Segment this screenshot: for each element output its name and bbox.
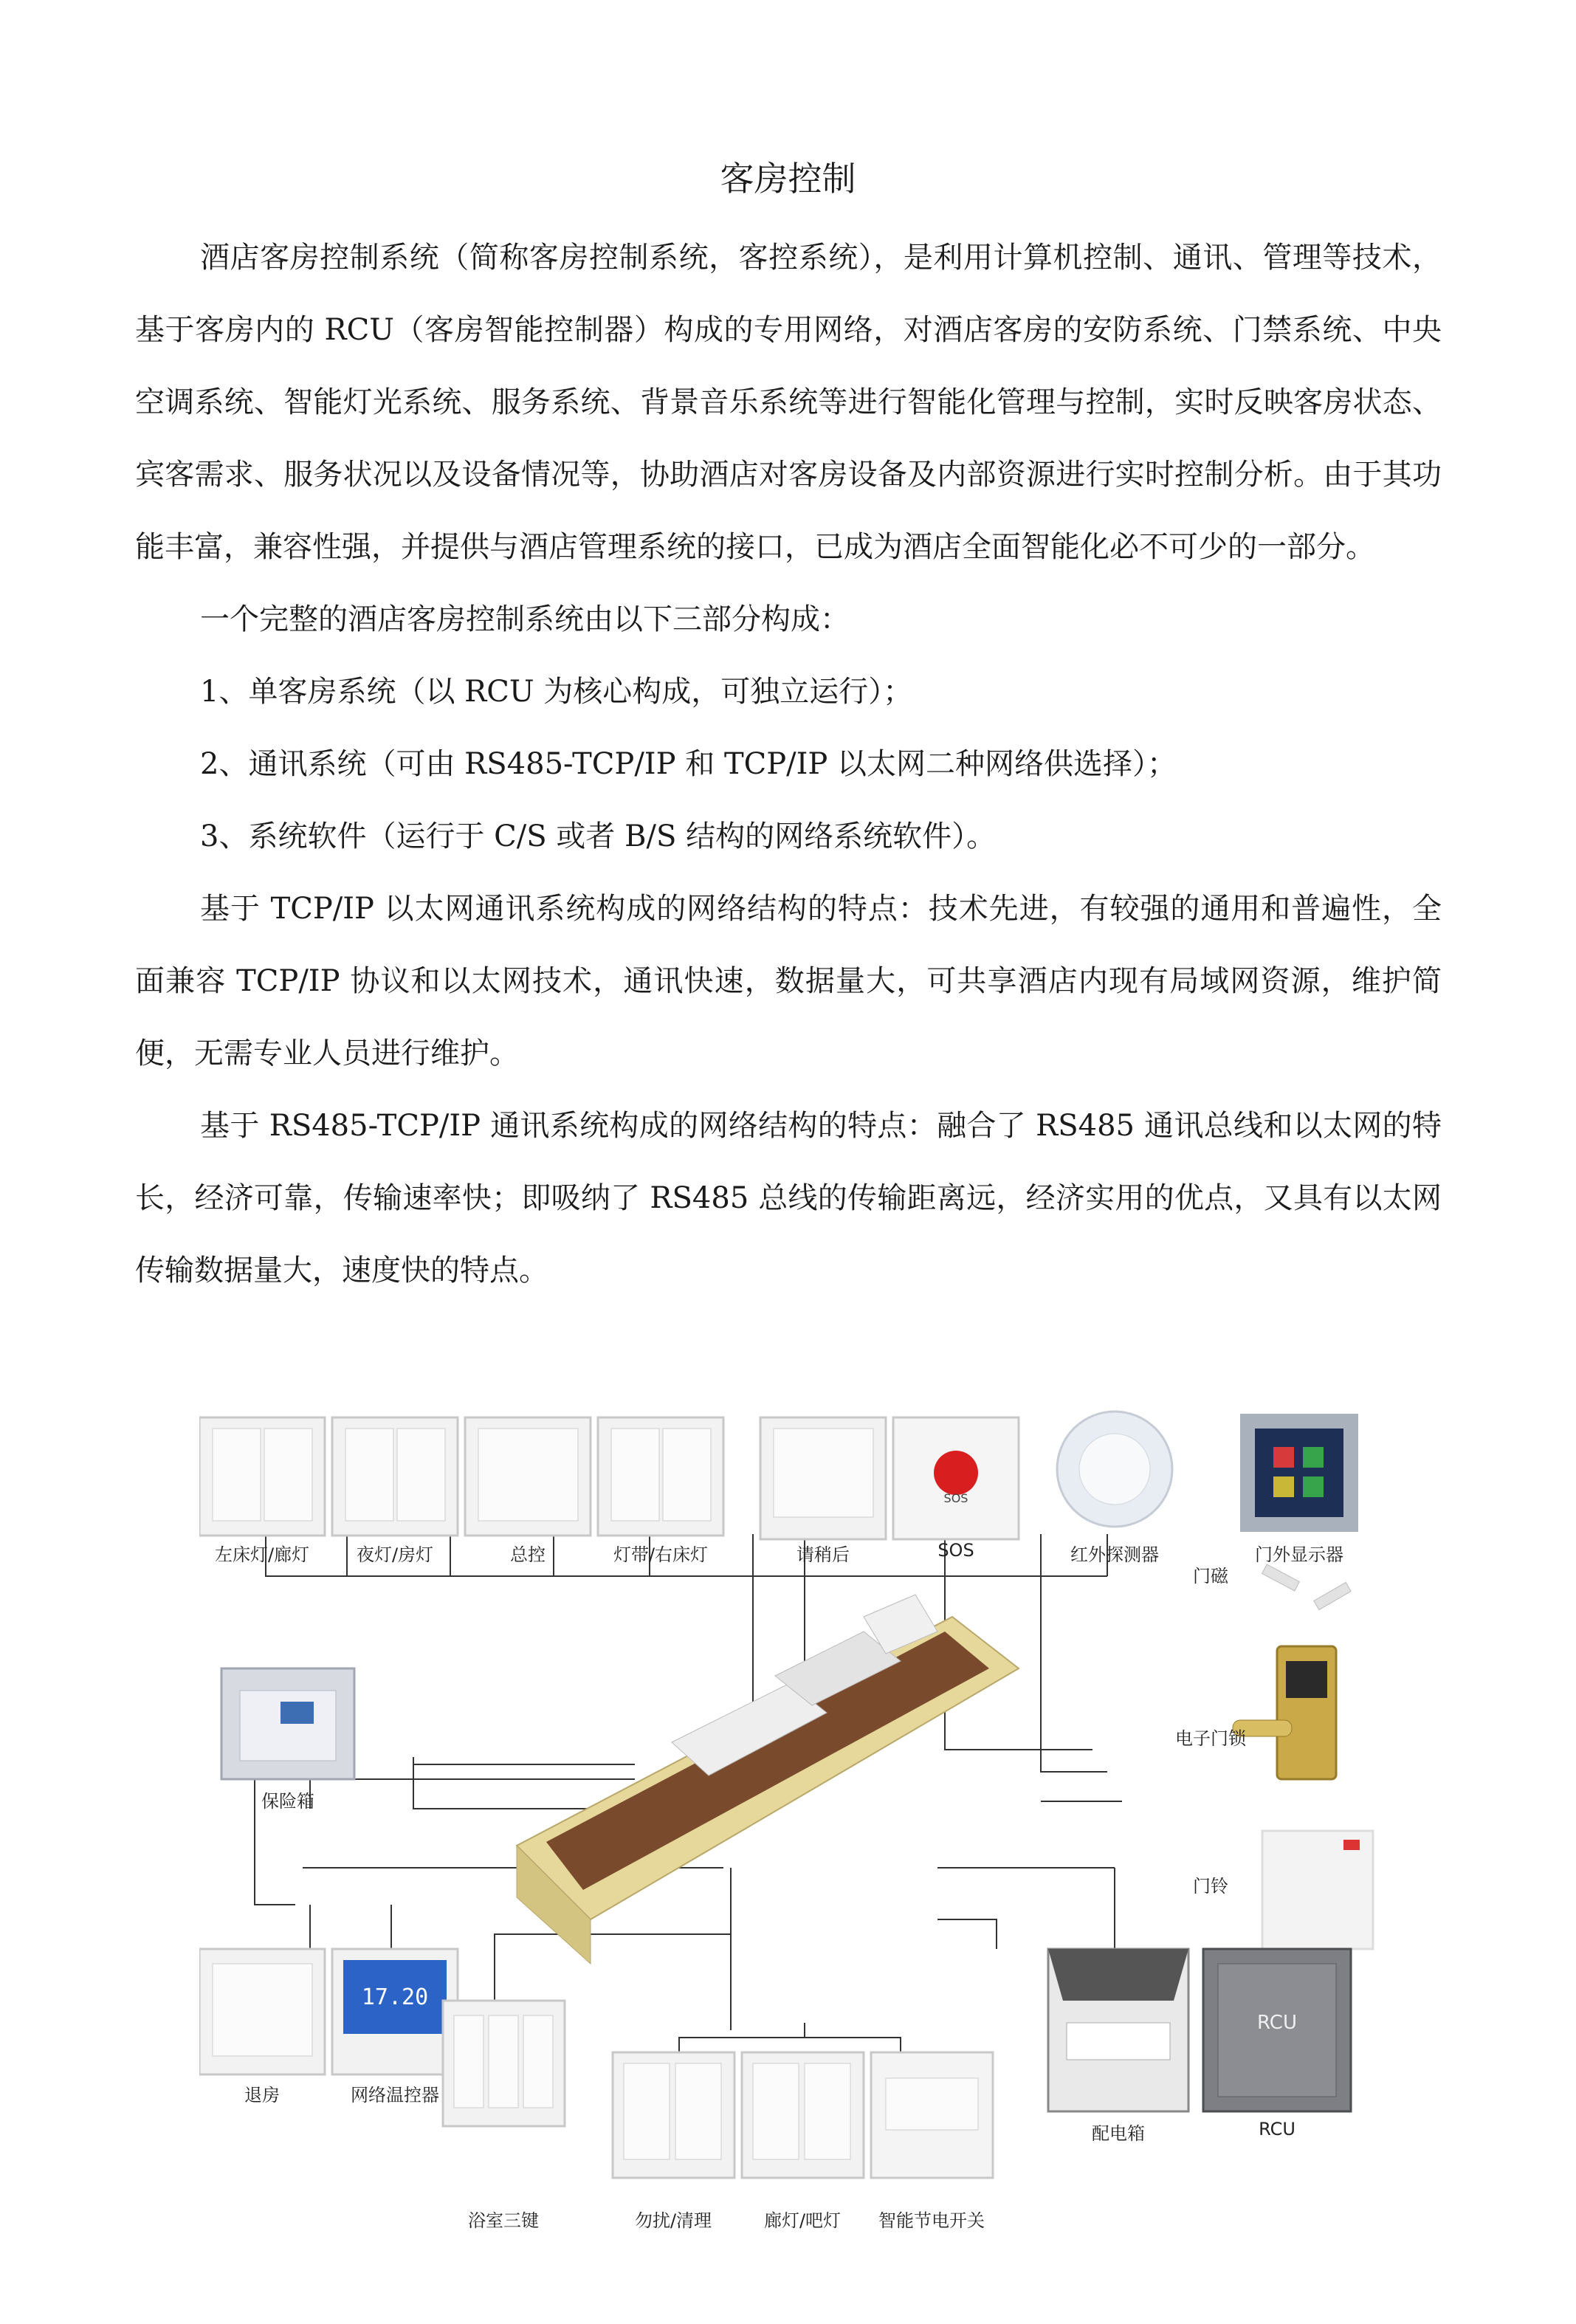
switch-panels-bottom-middle bbox=[443, 2001, 993, 2178]
label-dnd-clean: 勿扰/清理 bbox=[634, 2210, 712, 2231]
doorbell-device bbox=[1262, 1831, 1373, 1949]
list-item-2: 2、通讯系统（可由 RS485-TCP/IP 和 TCP/IP 以太网二种网络供选择）； bbox=[200, 747, 1177, 781]
system-diagram bbox=[199, 1388, 1380, 2237]
label-thermostat: 网络温控器 bbox=[351, 2085, 439, 2105]
list-item-1: 1、单客房系统（以 RCU 为核心构成，可独立运行）； bbox=[200, 675, 913, 709]
list-item-3: 3、系统软件（运行于 C/S 或者 B/S 结构的网络系统软件）。 bbox=[200, 819, 997, 853]
label-master: 总控 bbox=[510, 1544, 546, 1565]
paragraph-tcpip: 基于 TCP/IP 以太网通讯系统构成的网络结构的特点：技术先进，有较强的通用和普遍性，全面兼容 TCP/IP 协议和以太网技术，通讯快速，数据量大，可共享酒店内现有局域网资源，维护简便，无需专业人员进行维护。 bbox=[135, 892, 1442, 1070]
paragraph-structure: 一个完整的酒店客房控制系统由以下三部分构成： bbox=[200, 602, 850, 636]
label-clean: 请稍后 bbox=[796, 1544, 850, 1565]
door-display bbox=[1240, 1414, 1358, 1532]
switch-panels-top bbox=[199, 1417, 1019, 1539]
switch-panels-bottom-left bbox=[199, 1949, 458, 2074]
document-body bbox=[135, 221, 1442, 1307]
thermostat-reading: 17.20 bbox=[361, 1984, 429, 2010]
label-distribution-box: 配电箱 bbox=[1092, 2123, 1145, 2144]
label-door-magnet: 门磁 bbox=[1193, 1566, 1228, 1586]
paragraph-rs485: 基于 RS485-TCP/IP 通讯系统构成的网络结构的特点：融合了 RS485 通讯总线和以太网的特长，经济可靠，传输速率快；即吸纳了 RS485 总线的传输距离远，经济实用的优点，又具有以太网传输数据量大，速度快的特点。 bbox=[135, 1109, 1442, 1288]
door-magnet bbox=[1262, 1564, 1352, 1609]
label-energy-switch: 智能节电开关 bbox=[878, 2210, 985, 2231]
label-doorbell: 门铃 bbox=[1193, 1876, 1228, 1897]
rcu-box-text: RCU bbox=[1257, 2012, 1297, 2034]
page-title: 客房控制 bbox=[720, 159, 856, 199]
label-door-display: 门外显示器 bbox=[1255, 1544, 1343, 1565]
label-infrared: 红外探测器 bbox=[1070, 1544, 1159, 1565]
paragraph-intro: 酒店客房控制系统（简称客房控制系统，客控系统），是利用计算机控制、通讯、管理等技术，基于客房内的 RCU（客房智能控制器）构成的专用网络，对酒店客房的安防系统、门禁系统、中央空调系统、智能灯光系统、服务系统、背景音乐系统等进行智能化管理与控制，实时反映客房状态、宾客需求、服务状况以及设备情况等，协助酒店对客房设备及内部资源进行实时控制分析。由于其功能丰富，兼容性强，并提供与酒店管理系统的接口，已成为酒店全面智能化必不可少的一部分。 bbox=[135, 241, 1442, 564]
label-rcu: RCU bbox=[1259, 2119, 1295, 2139]
label-bedside-corridor: 左床灯/廊灯 bbox=[214, 1544, 310, 1565]
label-corridor-wall: 廊灯/吧灯 bbox=[763, 2210, 842, 2231]
label-checkout: 退房 bbox=[244, 2085, 280, 2105]
label-safe: 保险箱 bbox=[261, 1791, 314, 1812]
safe-box bbox=[221, 1668, 354, 1779]
label-bath-three: 浴室三键 bbox=[468, 2210, 539, 2231]
distribution-and-rcu bbox=[1048, 1949, 1351, 2111]
label-e-lock: 电子门锁 bbox=[1175, 1728, 1246, 1749]
label-sos: SOS bbox=[937, 1540, 974, 1561]
label-night-room: 夜灯/房灯 bbox=[356, 1544, 434, 1565]
diagram-drawing bbox=[199, 1388, 1380, 2237]
infrared-detector bbox=[1057, 1412, 1172, 1527]
sos-badge-text: SOS bbox=[943, 1491, 968, 1505]
label-strip-bed: 灯带/右床灯 bbox=[613, 1544, 709, 1565]
electronic-lock bbox=[1233, 1646, 1336, 1779]
